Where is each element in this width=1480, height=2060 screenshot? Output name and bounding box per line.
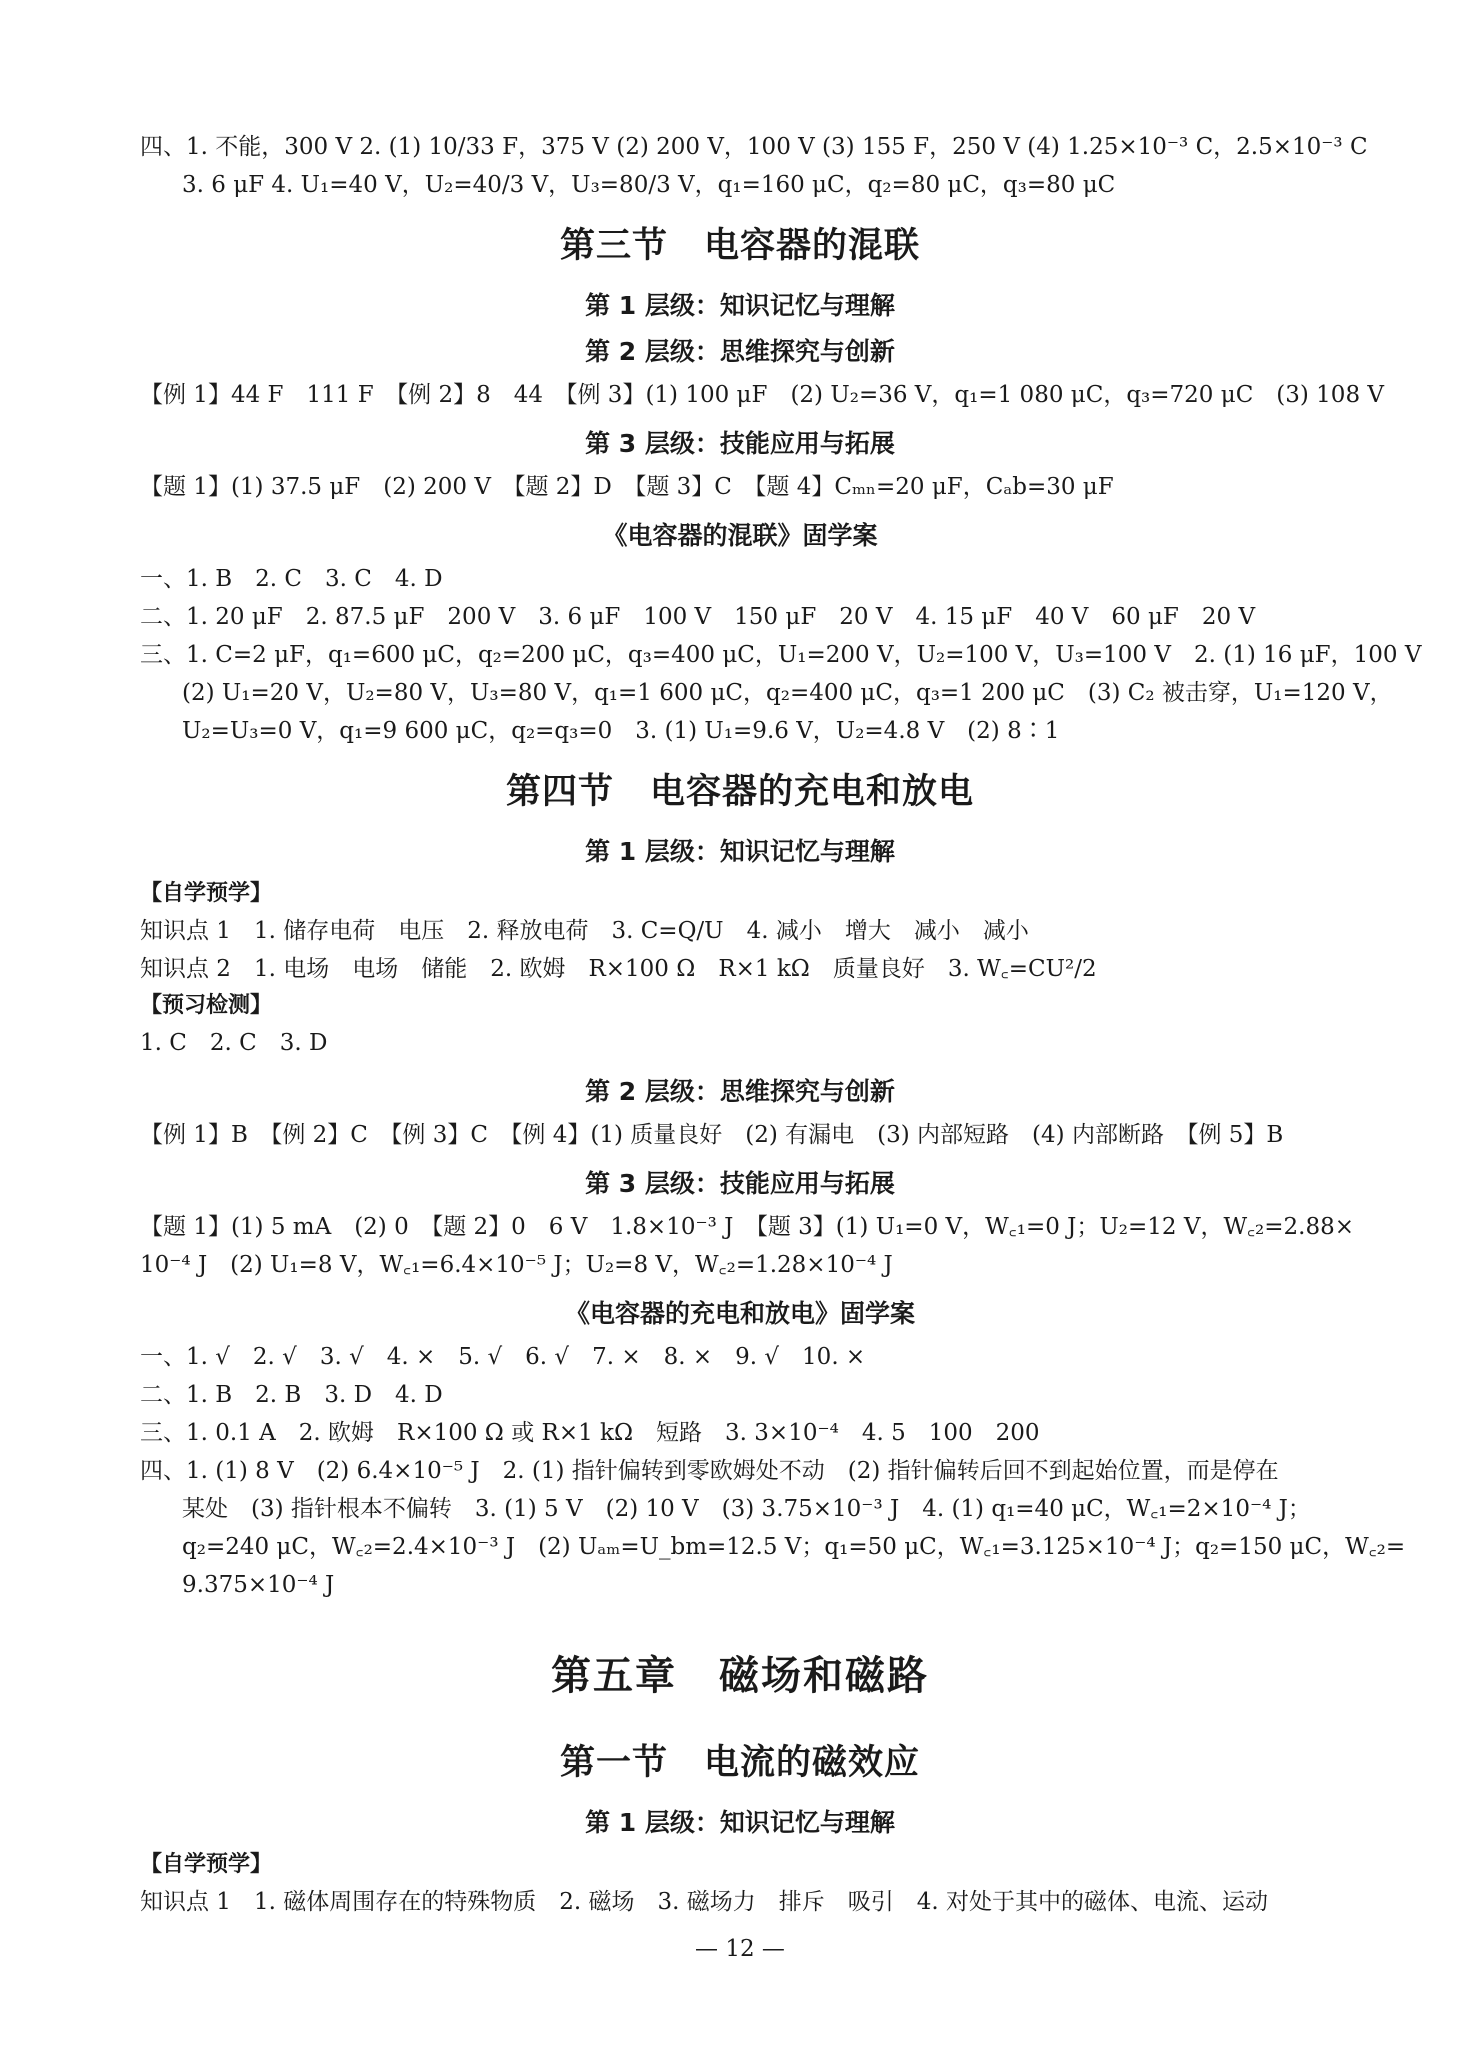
section-title: 第一节 电流的磁效应 bbox=[559, 1743, 920, 1783]
yuxi-tag: 【预习检测】 bbox=[140, 993, 273, 1018]
answer-line: 知识点 1 1. 储存电荷 电压 2. 释放电荷 3. C=Q/U 4. 减小 增大 减小 减小 bbox=[140, 918, 1029, 944]
answer-line: 【例 1】B 【例 2】C 【例 3】C 【例 4】(1) 质量良好 (2) 有漏电 (3) 内部短路 (4) 内部断路 【例 5】B bbox=[140, 1122, 1284, 1148]
zixue-tag: 【自学预学】 bbox=[140, 881, 273, 906]
answer-line: 四、1. (1) 8 V (2) 6.4×10⁻⁵ J 2. (1) 指针偏转到零欧姆处不动 (2) 指针偏转后回不到起始位置，而是停在 bbox=[140, 1458, 1279, 1484]
answer-line: 3. 6 μF 4. U₁=40 V，U₂=40/3 V，U₃=80/3 V，q₁=160 μC，q₂=80 μC，q₃=80 μC bbox=[182, 172, 1116, 198]
answer-line: 【例 1】44 F 111 F 【例 2】8 44 【例 3】(1) 100 μF (2) U₂=36 V，q₁=1 080 μC，q₃=720 μC (3) 108 V bbox=[140, 382, 1384, 408]
section-title: 第四节 电容器的充电和放电 bbox=[505, 772, 974, 812]
answer-line: 10⁻⁴ J (2) U₁=8 V，W꜀₁=6.4×10⁻⁵ J；U₂=8 V，W꜀₂=1.28×10⁻⁴ J bbox=[140, 1252, 893, 1278]
level-heading: 第 1 层级：知识记忆与理解 bbox=[585, 1808, 895, 1837]
page-content bbox=[140, 128, 1422, 1921]
answer-line: 9.375×10⁻⁴ J bbox=[182, 1572, 335, 1598]
chapter-title: 第五章 磁场和磁路 bbox=[551, 1653, 929, 1699]
answer-line: U₂=U₃=0 V，q₁=9 600 μC，q₂=q₃=0 3. (1) U₁=9.6 V，U₂=4.8 V (2) 8∶1 bbox=[182, 718, 1060, 744]
answer-line: 知识点 1 1. 磁体周围存在的特殊物质 2. 磁场 3. 磁场力 排斥 吸引 4. 对处于其中的磁体、电流、运动 bbox=[140, 1889, 1268, 1915]
guxue-heading: 《电容器的混联》固学案 bbox=[602, 521, 878, 550]
answer-line: 一、1. B 2. C 3. C 4. D bbox=[140, 566, 443, 592]
answer-line: 二、1. B 2. B 3. D 4. D bbox=[140, 1382, 443, 1408]
level-heading: 第 2 层级：思维探究与创新 bbox=[585, 337, 895, 366]
level-heading: 第 3 层级：技能应用与拓展 bbox=[585, 429, 895, 458]
answer-line: 知识点 2 1. 电场 电场 储能 2. 欧姆 R×100 Ω R×1 kΩ 质量良好 3. W꜀=CU²/2 bbox=[140, 956, 1097, 982]
answer-line: 三、1. C=2 μF，q₁=600 μC，q₂=200 μC，q₃=400 μC，U₁=200 V，U₂=100 V，U₃=100 V 2. (1) 16 μF，100 V bbox=[140, 642, 1422, 668]
answer-line: 1. C 2. C 3. D bbox=[140, 1030, 328, 1056]
level-heading: 第 2 层级：思维探究与创新 bbox=[585, 1077, 895, 1106]
answer-line: q₂=240 μC，W꜀₂=2.4×10⁻³ J (2) Uₐₘ=U_bm=12.5 V；q₁=50 μC，W꜀₁=3.125×10⁻⁴ J；q₂=150 μC，W꜀₂= bbox=[182, 1534, 1406, 1560]
answer-line: (2) U₁=20 V，U₂=80 V，U₃=80 V，q₁=1 600 μC，q₂=400 μC，q₃=1 200 μC (3) C₂ 被击穿，U₁=120 V， bbox=[182, 680, 1393, 706]
answer-line: 四、1. 不能，300 V 2. (1) 10/33 F，375 V (2) 200 V，100 V (3) 155 F，250 V (4) 1.25×10⁻³ C，2.5×10⁻³ C bbox=[140, 134, 1368, 160]
answer-line: 二、1. 20 μF 2. 87.5 μF 200 V 3. 6 μF 100 V 150 μF 20 V 4. 15 μF 40 V 60 μF 20 V bbox=[140, 604, 1256, 630]
zixue-tag: 【自学预学】 bbox=[140, 1852, 273, 1877]
answer-line: 一、1. √ 2. √ 3. √ 4. × 5. √ 6. √ 7. × 8. × 9. √ 10. × bbox=[140, 1344, 866, 1370]
level-heading: 第 3 层级：技能应用与拓展 bbox=[585, 1169, 895, 1198]
level-heading: 第 1 层级：知识记忆与理解 bbox=[585, 837, 895, 866]
answer-line: 【题 1】(1) 5 mA (2) 0 【题 2】0 6 V 1.8×10⁻³ J 【题 3】(1) U₁=0 V，W꜀₁=0 J；U₂=12 V，W꜀₂=2.88× bbox=[140, 1214, 1355, 1240]
section-title: 第三节 电容器的混联 bbox=[559, 226, 920, 266]
answer-line: 三、1. 0.1 A 2. 欧姆 R×100 Ω 或 R×1 kΩ 短路 3. 3×10⁻⁴ 4. 5 100 200 bbox=[140, 1420, 1040, 1446]
guxue-heading: 《电容器的充电和放电》固学案 bbox=[564, 1299, 915, 1328]
answer-line: 【题 1】(1) 37.5 μF (2) 200 V 【题 2】D 【题 3】C 【题 4】Cₘₙ=20 μF，Cₐb=30 μF bbox=[140, 474, 1114, 500]
page-number: — 12 — bbox=[695, 1936, 785, 1962]
answer-line: 某处 (3) 指针根本不偏转 3. (1) 5 V (2) 10 V (3) 3.75×10⁻³ J 4. (1) q₁=40 μC，W꜀₁=2×10⁻⁴ J； bbox=[182, 1496, 1311, 1522]
level-heading: 第 1 层级：知识记忆与理解 bbox=[585, 291, 895, 320]
